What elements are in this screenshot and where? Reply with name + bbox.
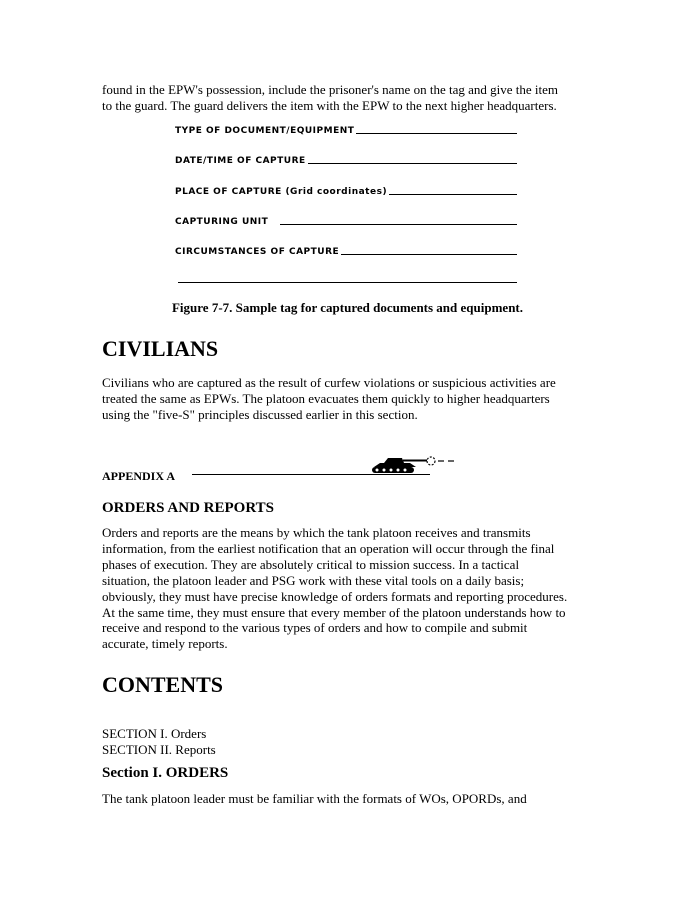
tank-firing-icon [370, 455, 465, 477]
contents-item-section-1[interactable]: SECTION I. Orders [102, 726, 207, 741]
tag-field-rule [356, 133, 517, 134]
tag-field-label: PLACE OF CAPTURE (Grid coordinates) [175, 187, 388, 197]
civilians-heading: CIVILIANS [102, 336, 219, 361]
tag-field-circumstances [175, 243, 517, 257]
orders-line: situation, the platoon leader and PSG work with these vital tools on a daily basis; [102, 572, 525, 588]
appendix-label: APPENDIX A [102, 469, 176, 483]
section1-line: The tank platoon leader must be familiar with the formats of WOs, OPORDs, and [102, 791, 527, 806]
section1-heading: Section I. ORDERS [102, 765, 229, 781]
tag-field-label: TYPE OF DOCUMENT/EQUIPMENT [175, 126, 355, 136]
tag-field-unit [175, 213, 517, 227]
tag-extra-rule [178, 282, 517, 283]
contents-heading: CONTENTS [102, 672, 224, 697]
civilians-line: Civilians who are captured as the result of curfew violations or suspicious activities are [102, 375, 556, 390]
orders-line: At the same time, they must ensure that every member of the platoon understands how to [102, 604, 566, 620]
orders-line: receive and respond to the various types of orders and how to compile and submit [102, 620, 528, 636]
orders-reports-paragraph [102, 525, 597, 652]
tag-field-datetime [175, 152, 517, 166]
intro-line: found in the EPW's possession, include the prisoner's name on the tag and give the item [102, 82, 558, 97]
civilians-paragraph [102, 375, 597, 423]
orders-line: Orders and reports are the means by which the tank platoon receives and transmits [102, 525, 531, 540]
tag-field-label: DATE/TIME OF CAPTURE [175, 156, 306, 166]
orders-line: phases of execution. They are absolutely critical to mission success. In a tactical [102, 556, 520, 572]
tag-field-rule [389, 194, 517, 195]
figure-caption: Figure 7-7. Sample tag for captured documents and equipment. [171, 300, 523, 315]
tag-field-type [175, 122, 517, 136]
tag-field-label: CIRCUMSTANCES OF CAPTURE [175, 247, 340, 257]
contents-item-section-2[interactable]: SECTION II. Reports [102, 741, 216, 757]
orders-reports-heading: ORDERS AND REPORTS [102, 500, 275, 516]
orders-line: accurate, timely reports. [102, 636, 228, 652]
orders-line: information, from the earliest notification that an operation will occur through the final [102, 540, 555, 556]
tag-field-label: CAPTURING UNIT [175, 217, 269, 227]
section1-paragraph [102, 791, 597, 807]
tag-field-rule [341, 254, 517, 255]
contents-list [102, 726, 597, 758]
civilians-line: using the "five-S" principles discussed earlier in this section. [102, 406, 418, 422]
tag-field-place [175, 183, 517, 197]
orders-line: obviously, they must have precise knowledge of orders formats and reporting procedures. [102, 588, 568, 604]
intro-paragraph [102, 82, 597, 114]
tag-field-rule [280, 224, 517, 225]
intro-line: to the guard. The guard delivers the item with the EPW to the next higher headquarters. [102, 97, 557, 113]
tag-field-rule [308, 163, 517, 164]
civilians-line: treated the same as EPWs. The platoon evacuates them quickly to higher headquarters [102, 390, 550, 406]
